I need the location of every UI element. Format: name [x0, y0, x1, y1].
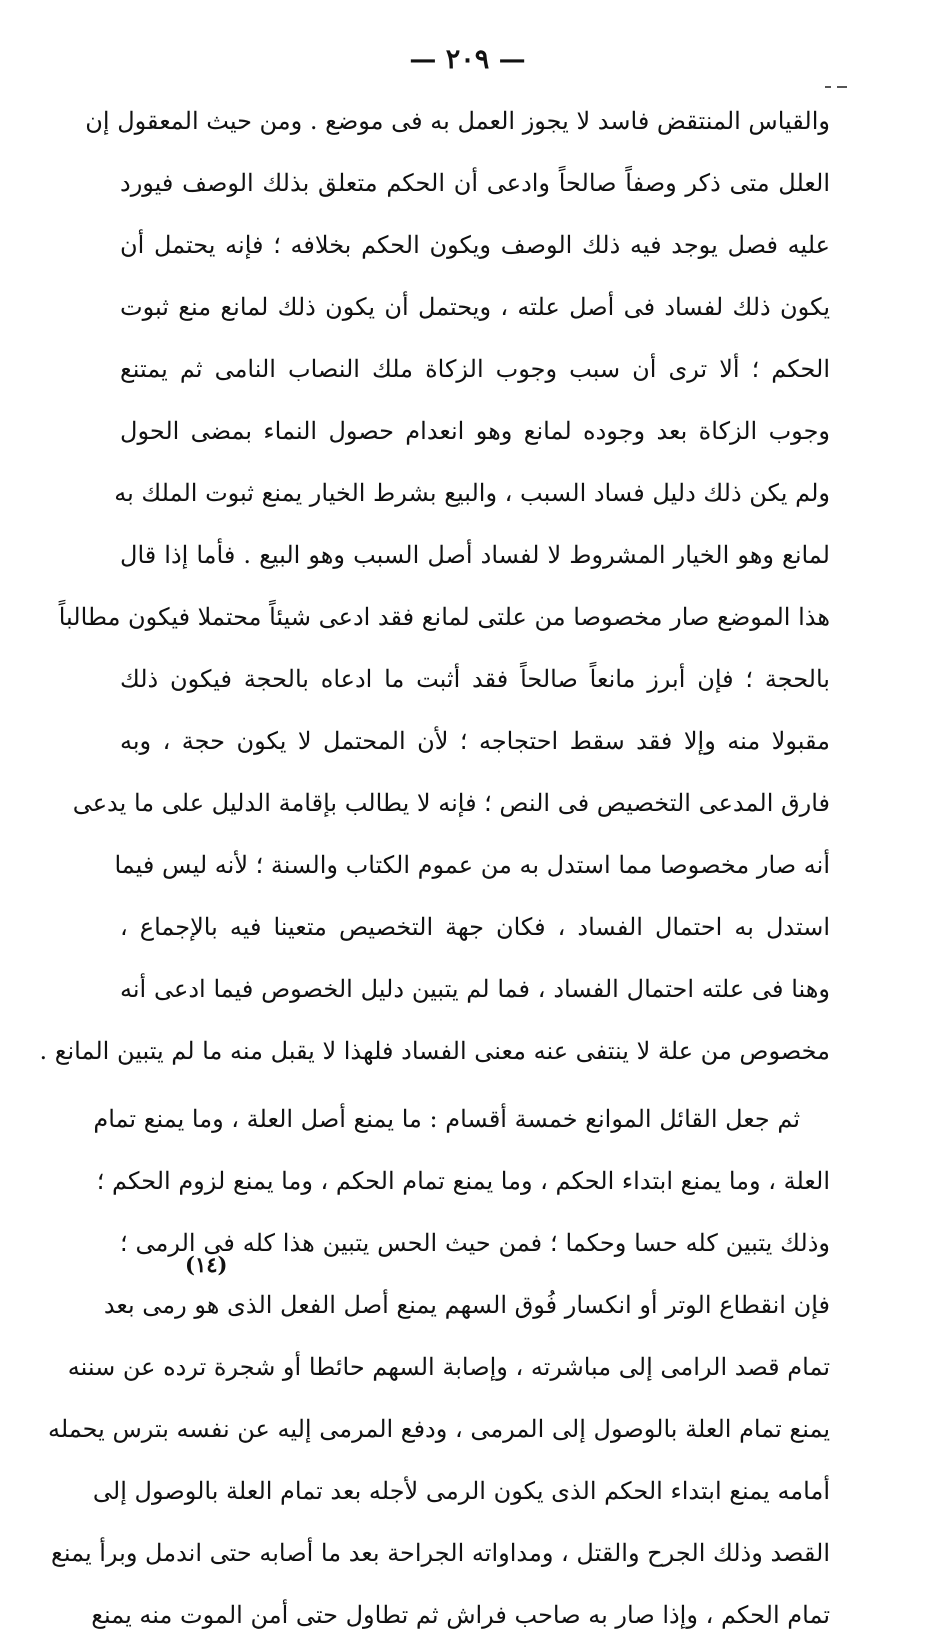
text-line: الحكم ؛ ألا ترى أن سبب وجوب الزكاة ملك النصاب النامى ثم يمتنع — [120, 355, 830, 383]
text-line: مخصوص من علة لا ينتفى عنه معنى الفساد فلهذا لا يقبل منه ما لم يتبين المانع . — [39, 1037, 830, 1065]
text-line: ثم جعل القائل الموانع خمسة أقسام : ما يمنع أصل العلة ، وما يمنع تمام — [93, 1105, 800, 1133]
text-line: فإن انقطاع الوتر أو انكسار فُوق السهم يمنع أصل الفعل الذى هو رمى بعد — [103, 1291, 830, 1319]
text-line: تمام قصد الرامى إلى مباشرته ، وإصابة السهم حائطا أو شجرة ترده عن سننه — [67, 1353, 830, 1381]
text-line: والقياس المنتقض فاسد لا يجوز العمل به فى موضع . ومن حيث المعقول إن — [85, 107, 830, 135]
text-line: ولم يكن ذلك دليل فساد السبب ، والبيع بشرط الخيار يمنع ثبوت الملك به — [114, 479, 830, 507]
text-line: يمنع تمام العلة بالوصول إلى المرمى ، ودفع المرمى إليه عن نفسه بترس يحمله — [47, 1415, 830, 1443]
text-line: العلل متى ذكر وصفاً صالحاً وادعى أن الحكم متعلق بذلك الوصف فيورد — [120, 169, 830, 197]
text-line: وهنا فى علته احتمال الفساد ، فما لم يتبين دليل الخصوص فيما ادعى أنه — [120, 975, 830, 1003]
text-line: أنه صار مخصوصا مما استدل به من عموم الكتاب والسنة ؛ لأنه ليس فيما — [114, 851, 830, 879]
text-line: العلة ، وما يمنع ابتداء الحكم ، وما يمنع تمام الحكم ، وما يمنع لزوم الحكم ؛ — [96, 1167, 830, 1195]
printer-signature: (١٤) — [185, 1252, 228, 1277]
text-line: القصد وذلك الجرح والقتل ، ومداواته الجراحة بعد ما أصابه حتى اندمل وبرأ يمنع — [51, 1539, 830, 1567]
text-line: أمامه يمنع ابتداء الحكم الذى يكون الرمى لأجله بعد تمام العلة بالوصول إلى — [92, 1477, 830, 1505]
text-line: يكون ذلك لفساد فى أصل علته ، ويحتمل أن يكون ذلك لمانع منع ثبوت — [120, 293, 831, 321]
body-text — [39, 90, 831, 1646]
text-line: هذا الموضع صار مخصوصا من علتى لمانع فقد ادعى شيئاً محتملا فيكون مطالباً — [58, 603, 830, 631]
text-line: وجوب الزكاة بعد وجوده لمانع وهو انعدام حصول النماء بمضى الحول — [120, 417, 830, 445]
text-line: لمانع وهو الخيار المشروط لا لفساد أصل السبب وهو البيع . فأما إذا قال — [120, 541, 830, 569]
text-line: فارق المدعى التخصيص فى النص ؛ فإنه لا يطالب بإقامة الدليل على ما يدعى — [72, 789, 830, 817]
page-number: — ٢٠٩ — — [409, 44, 526, 75]
text-line: تمام الحكم ، وإذا صار به صاحب فراش ثم تطاول حتى أمن الموت منه يمنع — [91, 1601, 830, 1629]
text-line: مقبولا منه وإلا فقد سقط احتجاجه ؛ لأن المحتمل لا يكون حجة ، وبه — [120, 727, 830, 755]
paragraph-2 — [47, 1088, 830, 1646]
text-line: بالحجة ؛ فإن أبرز مانعاً صالحاً فقد أثبت ما ادعاه بالحجة فيكون ذلك — [120, 665, 830, 693]
text-line: عليه فصل يوجد فيه ذلك الوصف ويكون الحكم بخلافه ؛ فإنه يحتمل أن — [120, 231, 830, 259]
text-line: وذلك يتبين كله حسا وحكما ؛ فمن حيث الحس يتبين هذا كله فى الرمى ؛ — [120, 1229, 830, 1257]
paragraph-1 — [39, 90, 831, 1082]
text-line: استدل به احتمال الفساد ، فكان جهة التخصيص متعينا فيه بالإجماع ، — [120, 913, 831, 941]
